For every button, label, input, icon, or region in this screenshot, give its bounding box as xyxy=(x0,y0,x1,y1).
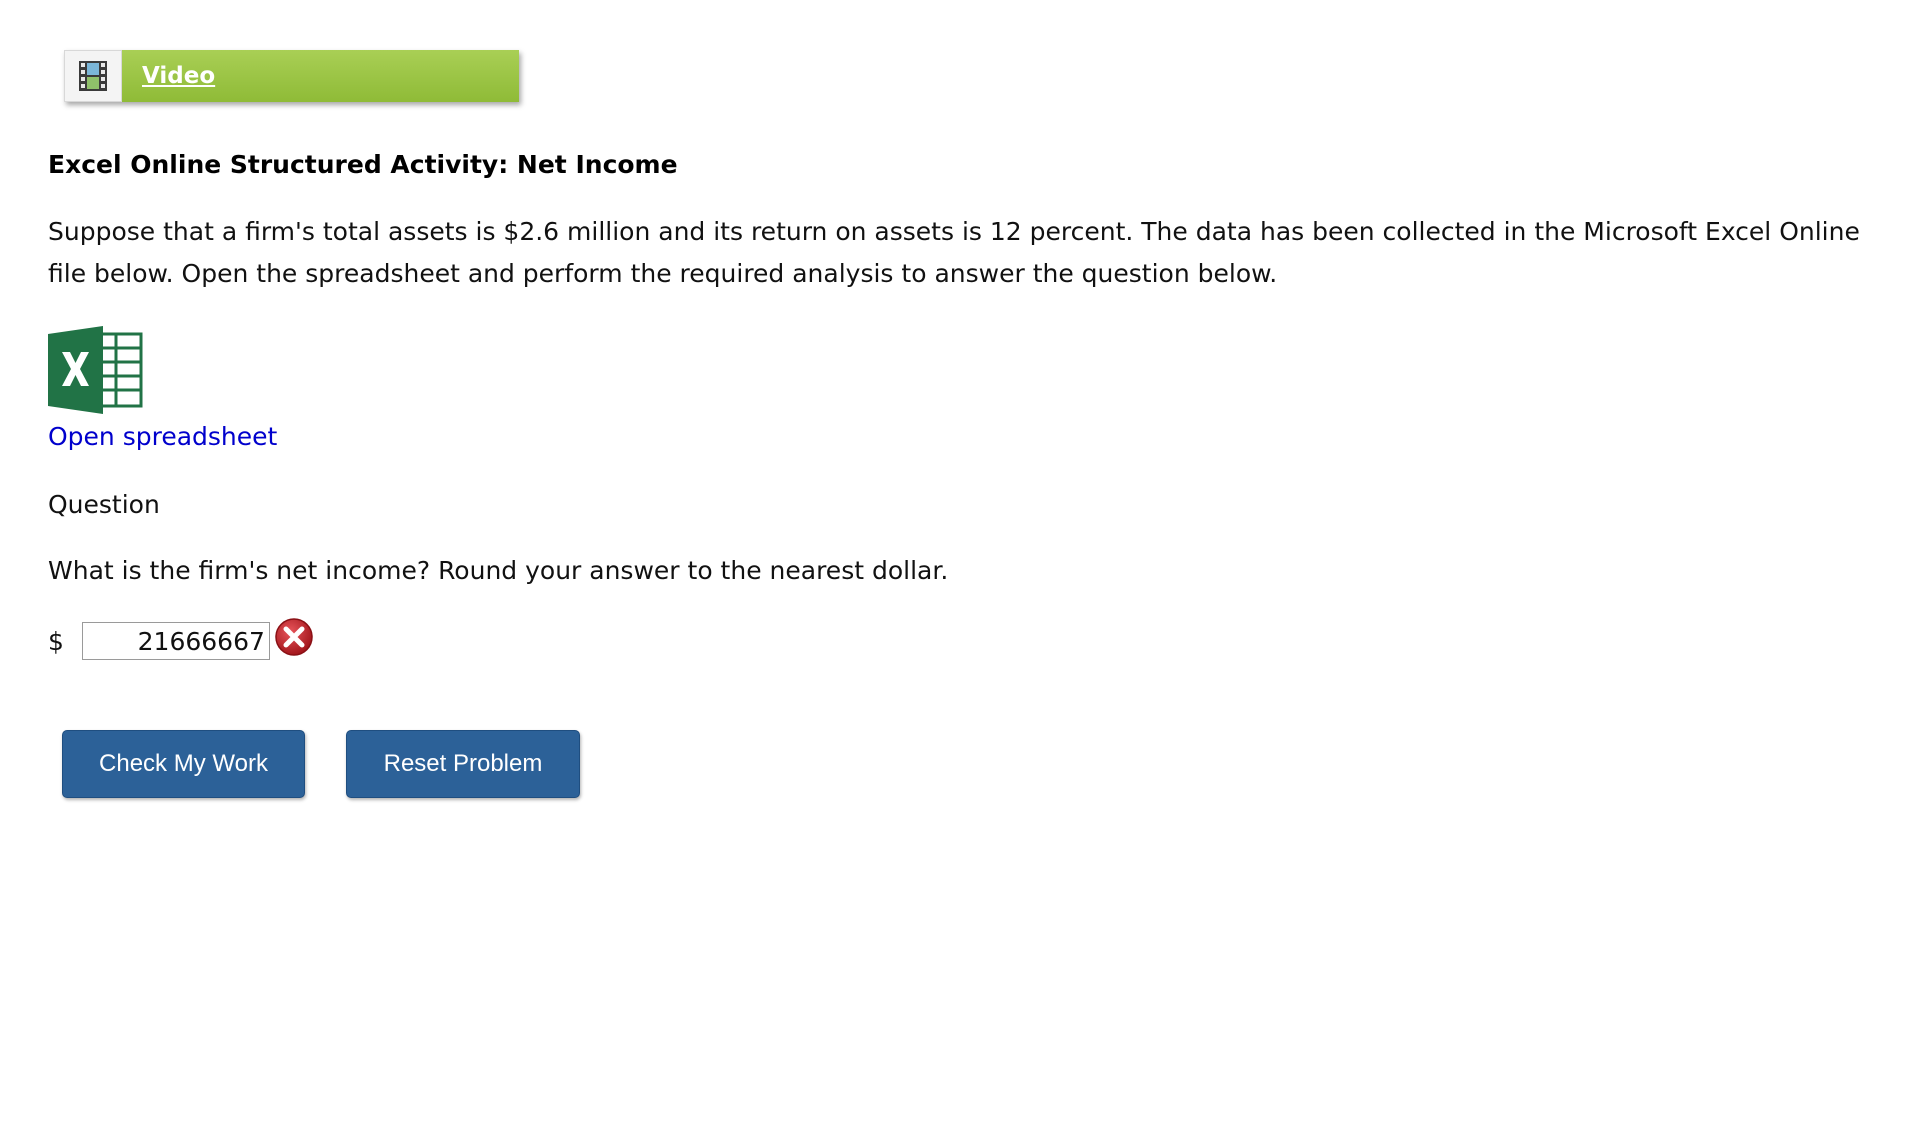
incorrect-x-icon xyxy=(274,617,314,657)
video-bar[interactable] xyxy=(122,50,519,102)
check-my-work-button[interactable]: Check My Work xyxy=(62,730,305,798)
activity-title: Excel Online Structured Activity: Net Income xyxy=(48,150,678,179)
answer-row xyxy=(48,618,314,664)
answer-input[interactable] xyxy=(82,622,270,660)
excel-icon[interactable] xyxy=(48,326,143,414)
video-banner[interactable] xyxy=(64,50,519,102)
currency-symbol: $ xyxy=(48,626,64,656)
open-spreadsheet-link[interactable]: Open spreadsheet xyxy=(48,422,278,451)
video-link[interactable]: Video xyxy=(142,63,216,89)
question-text: What is the firm's net income? Round your answer to the nearest dollar. xyxy=(48,556,949,585)
film-strip-icon xyxy=(64,50,122,102)
activity-description: Suppose that a firm's total assets is $2.6 million and its return on assets is 12 percent. The data has been collected in the Microsoft Excel Online file below. Open the spreadsheet and perform the required analysis to answer the question below. xyxy=(48,217,1860,288)
question-heading: Question xyxy=(48,490,160,519)
reset-problem-button[interactable]: Reset Problem xyxy=(346,730,580,798)
